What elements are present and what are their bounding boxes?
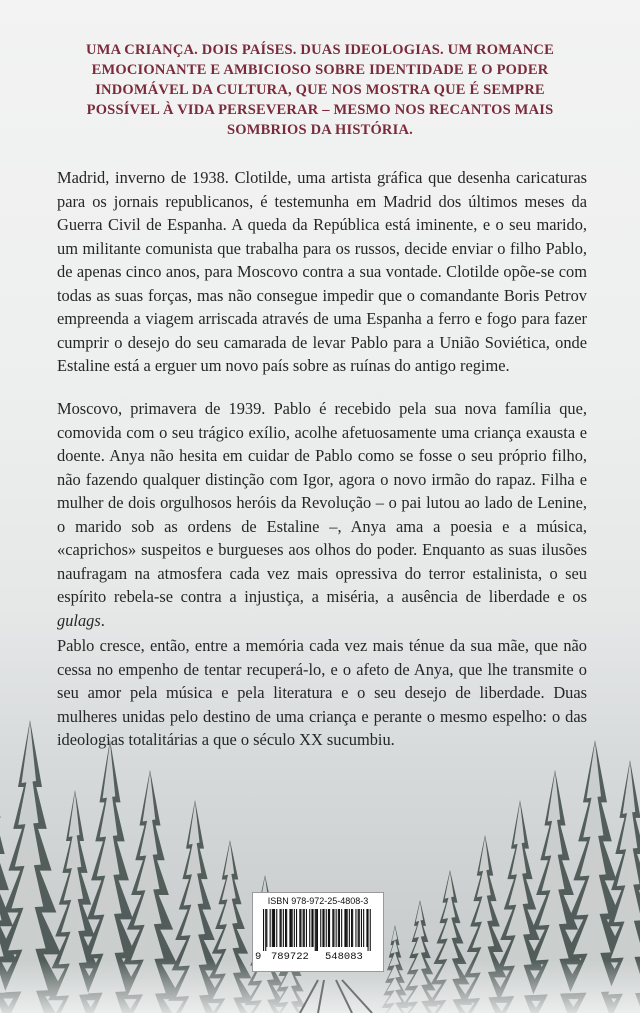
barcode-bar — [341, 909, 342, 947]
synopsis-paragraph-moscow — [57, 397, 587, 632]
barcode-bar — [363, 909, 364, 947]
gulags-italic: gulags — [57, 610, 101, 630]
barcode-bar — [304, 909, 305, 947]
barcode-bar — [309, 909, 310, 947]
barcode-bar — [317, 909, 318, 951]
barcode-bar — [263, 909, 264, 951]
barcode-bar — [349, 909, 350, 947]
barcode-bar — [355, 909, 356, 947]
pine-tree-tier — [0, 760, 1, 818]
barcode-bar — [315, 909, 316, 951]
barcode-bar — [328, 909, 329, 947]
barcode-bar — [299, 909, 300, 947]
barcode-bar — [303, 909, 304, 947]
synopsis-paragraph-conclusion: Pablo cresce, então, entre a memória cada vez mais ténue da sua mãe, que não cessa no empenho de tentar recuperá-lo, e o afeto de Anya, que lhe transmite o seu amor pela música e pela literatura e o seu desejo de liberdade. Duas mulheres unidas pelo destino de uma criança e perante o mesmo espelho: o das ideologias totalitárias a que o século XX sucumbiu. — [57, 636, 587, 749]
barcode-bar — [370, 909, 371, 951]
barcode-bar — [320, 909, 321, 947]
barcode-bar — [351, 909, 352, 947]
barcode-bar — [347, 909, 348, 947]
barcode-bar — [300, 909, 301, 947]
barcode-bar — [333, 909, 334, 947]
barcode-bar — [266, 909, 267, 947]
barcode-bar — [289, 909, 290, 947]
barcode-bar — [346, 909, 347, 947]
barcode-bar — [324, 909, 325, 947]
barcode-bar — [265, 909, 266, 951]
barcode-bars — [263, 909, 373, 951]
barcode-bar — [322, 909, 323, 947]
barcode-bar — [329, 909, 330, 947]
barcode-bar — [285, 909, 286, 947]
paragraph-period: . — [100, 610, 105, 630]
synopsis-paragraph-madrid: Madrid, inverno de 1938. Clotilde, uma artista gráfica que desenha caricaturas para os jornais republicanos, é testemunha em Madrid dos últimos meses da Guerra Civil de Espanha. A queda da República está iminente, e o seu marido, um militante comunista que trabalha para os russos, decide enviar o filho Pablo, de apenas cinco anos, para Moscovo contra a sua vontade. Clotilde opõe-se com todas as suas forças, mas não consegue impedir que o comandante Boris Petrov empreenda a viagem arriscada através de uma Espanha a ferro e fogo para fazer cumprir o desejo do seu camarada de levar Pablo para a União Soviética, onde Estaline está a erguer um novo país sobre as ruínas do antigo regime. — [57, 168, 587, 375]
barcode-bar — [306, 909, 307, 947]
pine-tree-tier — [0, 796, 5, 854]
barcode-bar — [344, 909, 345, 947]
isbn-barcode-label — [252, 892, 384, 972]
barcode-bar — [366, 909, 367, 947]
barcode-bar — [358, 909, 359, 947]
isbn-number: ISBN 978-972-25-4808-3 — [267, 896, 369, 906]
barcode-bar — [339, 909, 340, 947]
barcode-bar — [274, 909, 275, 947]
barcode-bar — [338, 909, 339, 947]
synopsis-paragraph-moscow-text: Moscovo, primavera de 1939. Pablo é recebido pela sua nova família que, comovida com o seu trágico exílio, acolhe afetuosamente uma criança exausta e doente. Anya não hesita em cuidar de Pablo como se fosse o seu próprio filho, não fazendo qualquer distinção com Igor, agora o novo irmão do rapaz. Filha e mulher de dois orgulhosos heróis da Revolução – o pai lutou ao lado de Lenine, o marido sob as ordens de Estaline –, Anya ama a poesia e a música, «caprichos» suspeitos e burgueses aos olhos do poder. Enquanto as suas ilusões naufragam na atmosfera cada vez mais opressiva do terror estalinista, o seu espírito rebela-se contra a injustiça, a miséria, a ausência de liberdade e os — [57, 399, 587, 606]
barcode-bar — [280, 909, 281, 947]
barcode-bar — [270, 909, 271, 947]
barcode-bar — [273, 909, 274, 947]
barcode-bar — [361, 909, 362, 947]
barcode-bar — [326, 909, 327, 947]
barcode-bar — [311, 909, 312, 947]
barcode-bar — [281, 909, 282, 947]
barcode-bar — [291, 909, 292, 947]
barcode-digits-right: 548083 — [325, 951, 363, 963]
barcode-bar — [316, 909, 317, 951]
tagline-blurb: UMA CRIANÇA. DOIS PAÍSES. DUAS IDEOLOGIAS. UM ROMANCE EMOCIONANTE E AMBICIOSO SOBRE IDENTIDADE E O PODER INDOMÁVEL DA CULTURA, QUE NOS MOSTRA QUE É SEMPRE POSSÍVEL À VIDA PERSEVERAR – MESMO NOS RECANTOS MAIS SOMBRIOS DA HISTÓRIA. — [86, 42, 554, 138]
barcode-bar — [292, 909, 293, 947]
barcode-bar — [332, 909, 333, 947]
barcode-bar — [313, 909, 314, 947]
barcode-bar — [276, 909, 277, 947]
barcode-digits-left: 789722 — [271, 951, 309, 963]
barcode-bar — [336, 909, 337, 947]
barcode-bar — [352, 909, 353, 947]
barcode-bar — [359, 909, 360, 947]
barcode-bar — [286, 909, 287, 947]
barcode-bar — [294, 909, 295, 947]
barcode-bar — [296, 909, 297, 947]
barcode-bar — [368, 909, 369, 951]
barcode-digit-first: 9 — [255, 951, 262, 963]
barcode-bar — [272, 909, 273, 947]
barcode-bar — [283, 909, 284, 947]
